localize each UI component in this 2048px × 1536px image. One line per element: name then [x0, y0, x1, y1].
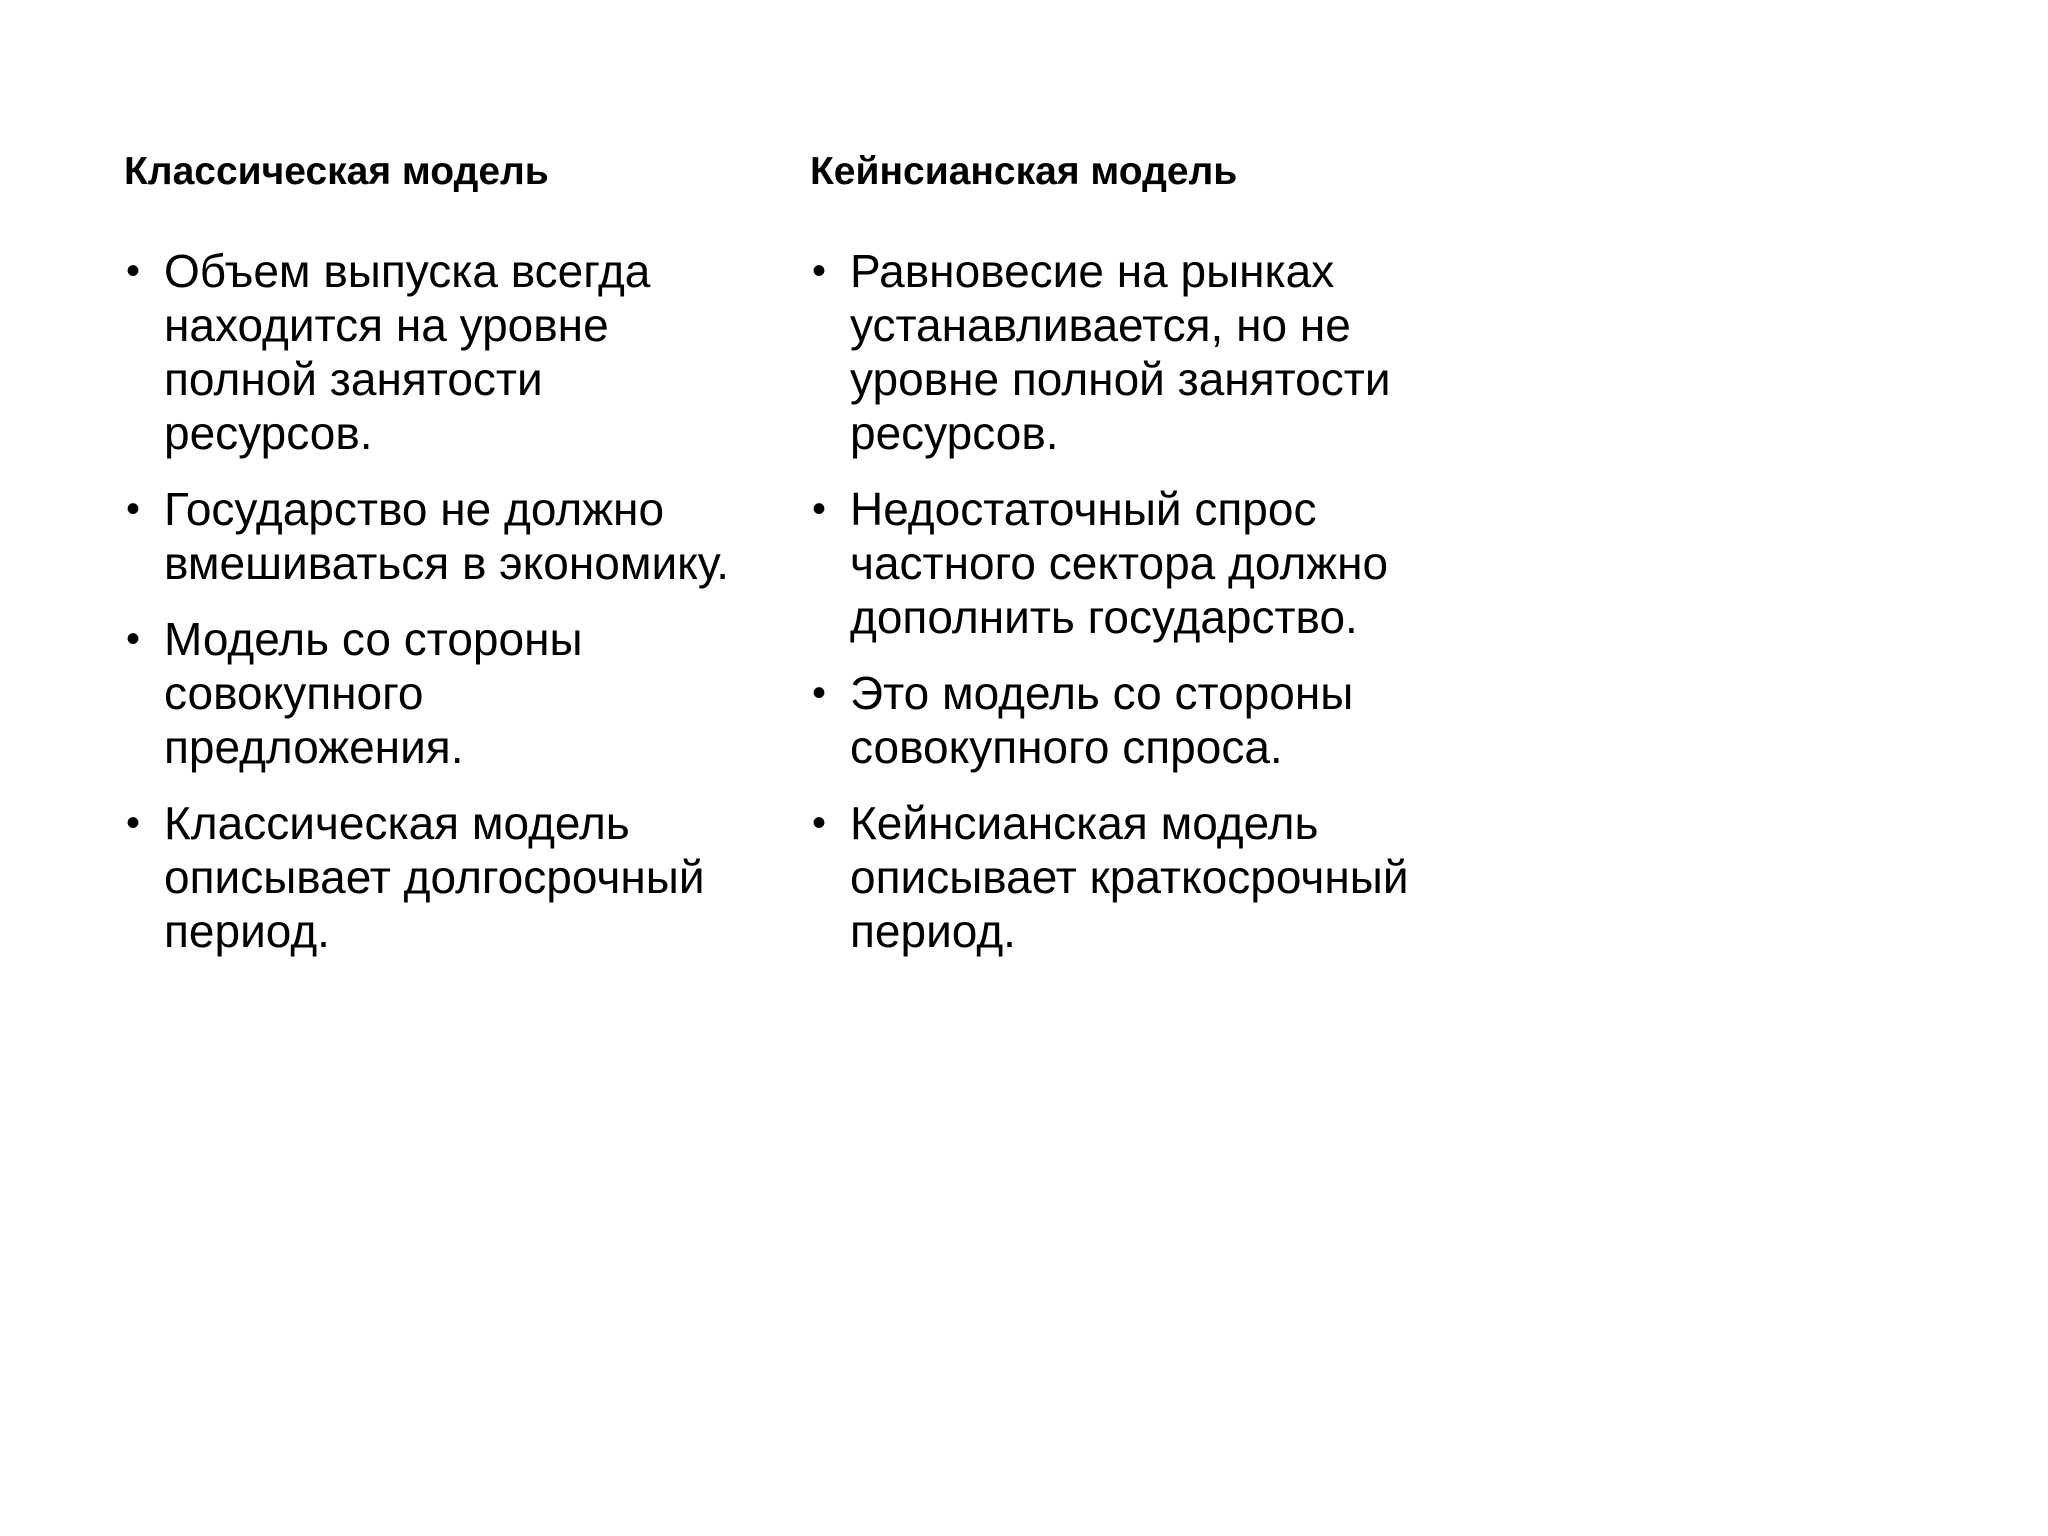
list-item-text: Кейнсианская модель описывает краткосрочный период.	[850, 797, 1409, 957]
bullet-icon: •	[126, 801, 141, 845]
list-item	[810, 482, 1410, 644]
list-item	[810, 796, 1490, 958]
list-item-text: Государство не должно вмешиваться в экономику.	[164, 483, 729, 589]
list-item	[810, 244, 1470, 460]
list-item-text: Это модель со стороны совокупного спроса.	[850, 667, 1354, 773]
classical-model-column	[124, 148, 764, 980]
bullet-icon: •	[812, 671, 827, 715]
keynesian-model-list	[810, 244, 1510, 958]
list-item	[124, 796, 764, 958]
bullet-icon: •	[126, 249, 141, 293]
keynesian-model-heading: Кейнсианская модель	[810, 150, 1238, 193]
keynesian-model-column	[810, 148, 1510, 980]
bullet-icon: •	[126, 617, 141, 661]
list-item-text: Классическая модель описывает долгосрочный период.	[164, 797, 705, 957]
bullet-icon: •	[126, 487, 141, 531]
classical-model-heading: Классическая модель	[124, 150, 549, 193]
list-item	[124, 244, 729, 460]
classical-model-list	[124, 244, 764, 958]
list-item-text: Равновесие на рынках устанавливается, но не уровне полной занятости ресурсов.	[850, 245, 1391, 459]
list-item-text: Объем выпуска всегда находится на уровне полной занятости ресурсов.	[164, 245, 651, 459]
list-item	[810, 666, 1470, 774]
bullet-icon: •	[812, 487, 827, 531]
bullet-icon: •	[812, 249, 827, 293]
bullet-icon: •	[812, 801, 827, 845]
list-item	[124, 612, 664, 774]
list-item	[124, 482, 764, 590]
list-item-text: Модель со стороны совокупного предложения.	[164, 613, 583, 773]
list-item-text: Недостаточный спрос частного сектора должно дополнить государство.	[850, 483, 1389, 643]
